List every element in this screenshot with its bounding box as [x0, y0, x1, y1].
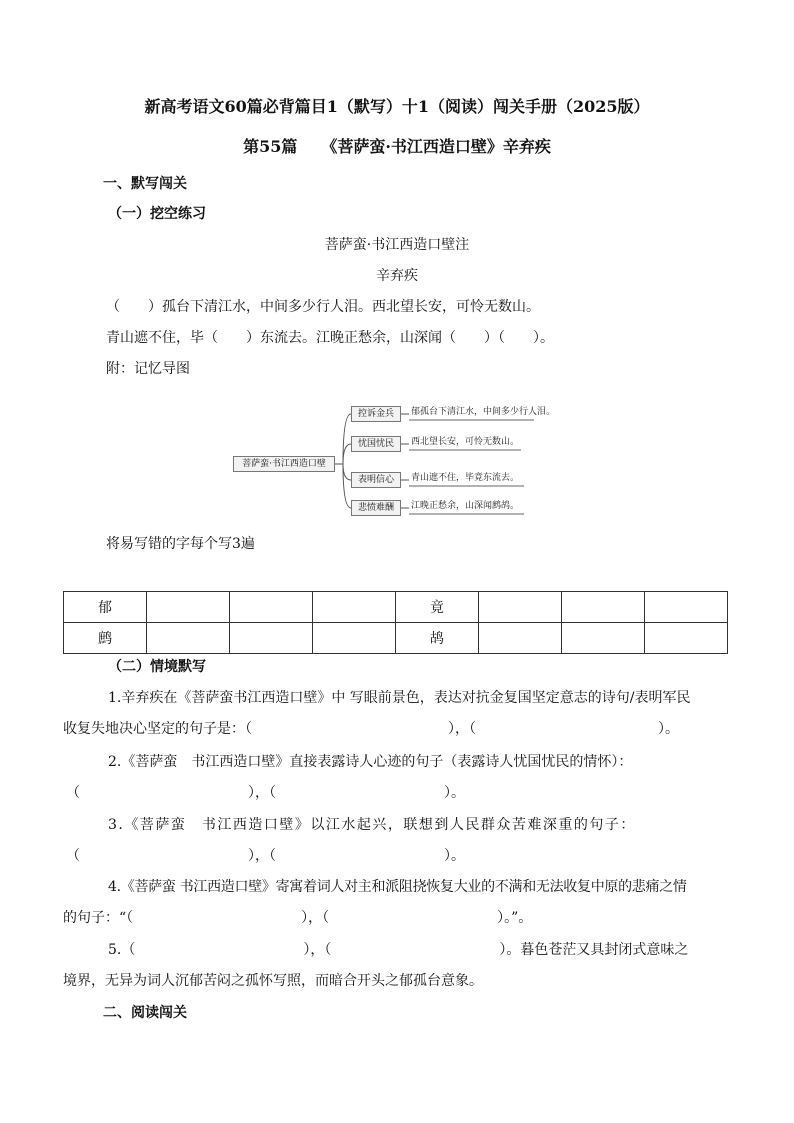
poem-line-1: （ ）孤台下清江水，中间多少行人泪。西北望长安，可怜无数山。 — [106, 299, 540, 315]
question-5-line-1: 5.（ ），（ ）。暮色苍茫又具封闭式意味之 — [108, 942, 689, 958]
mind-map-branch-text: 青山遮不住，毕竟东流去。 — [411, 473, 520, 483]
subsection-heading-context-dictation: （二）情境默写 — [108, 659, 206, 675]
question-4-line-2: 的句子：“（ ），（ ）。”。 — [63, 910, 533, 926]
writing-cell[interactable] — [147, 623, 230, 654]
section-heading-dictation: 一、默写闯关 — [103, 176, 187, 192]
poem-author: 辛弃疾 — [376, 268, 418, 284]
document-title: 新高考语文60篇必背篇目1（默写）十1（阅读）闯关手册（2025版） — [144, 97, 650, 116]
table-row — [64, 623, 728, 654]
writing-cell[interactable] — [230, 623, 313, 654]
character-practice-table — [63, 591, 728, 654]
writing-cell[interactable] — [313, 623, 396, 654]
practice-char-cell: 郁 — [64, 592, 147, 623]
practice-prompt: 将易写错的字每个写3遍 — [106, 536, 255, 552]
practice-char-cell: 鸪 — [396, 623, 479, 654]
practice-char-cell: 鹧 — [64, 623, 147, 654]
mind-map-branch-label: 悲愤难酬 — [351, 500, 401, 516]
poem-title: 菩萨蛮·书江西造口壁注 — [324, 237, 470, 253]
writing-cell[interactable] — [562, 623, 645, 654]
writing-cell[interactable] — [562, 592, 645, 623]
mind-map-branch-label: 控诉金兵 — [351, 406, 401, 422]
mind-map-branch-label: 忧国忧民 — [351, 436, 401, 452]
mind-map-branch-label: 表明信心 — [351, 472, 401, 488]
question-4-line-1: 4.《菩萨蛮 书江西造口壁》寄寓着词人对主和派阻挠恢复大业的不满和无法收复中原的悲痛之情 — [108, 879, 687, 895]
question-2-line-2: （ ），（ ）。 — [66, 785, 465, 801]
mind-map-branch-text: 江晚正愁余，山深闻鹧鸪。 — [411, 501, 520, 511]
writing-cell[interactable] — [479, 623, 562, 654]
question-2-line-1: 2.《菩萨蛮 书江西造口壁》直接表露诗人心迹的句子（表露诗人忧国忧民的情怀）： — [108, 754, 633, 770]
subsection-heading-fill-blank: （一）挖空练习 — [108, 206, 206, 222]
poem-line-2: 青山遮不住，毕（ ）东流去。江晚正愁余，山深闻（ ）（ ）。 — [106, 330, 554, 346]
question-3-line-1: 3.《菩萨蛮 书江西造口壁》以江水起兴，联想到人民群众苦难深重的句子： — [108, 817, 636, 833]
mind-map-root: 菩萨蛮·书江西造口壁 — [233, 456, 335, 472]
writing-cell[interactable] — [479, 592, 562, 623]
question-1-line-1: 1.辛弃疾在《菩萨蛮书江西造口壁》中 写眼前景色，表达对抗金复国坚定意志的诗句/表明军民 — [108, 690, 691, 706]
mind-map-branch-text: 西北望长安，可怜无数山。 — [411, 437, 520, 447]
poem-subtitle: 第55篇 《菩萨蛮·书江西造口壁》辛弃疾 — [243, 137, 551, 156]
writing-cell[interactable] — [645, 592, 728, 623]
writing-cell[interactable] — [313, 592, 396, 623]
appendix-label: 附：记忆导图 — [106, 361, 190, 377]
practice-char-cell: 竟 — [396, 592, 479, 623]
memory-mind-map — [229, 398, 556, 522]
question-5-line-2: 境界，无异为词人沉郁苦闷之孤怀写照，而暗合开头之郁孤台意象。 — [63, 973, 483, 989]
mind-map-branch-text: 郁孤台下清江水，中间多少行人泪。 — [411, 407, 556, 417]
writing-cell[interactable] — [230, 592, 313, 623]
writing-cell[interactable] — [147, 592, 230, 623]
table-row — [64, 592, 728, 623]
question-1-line-2: 收复失地决心坚定的句子是：（ ），（ ）。 — [63, 721, 679, 737]
question-3-line-2: （ ），（ ）。 — [66, 848, 465, 864]
section-heading-reading: 二、阅读闯关 — [103, 1005, 187, 1021]
writing-cell[interactable] — [645, 623, 728, 654]
